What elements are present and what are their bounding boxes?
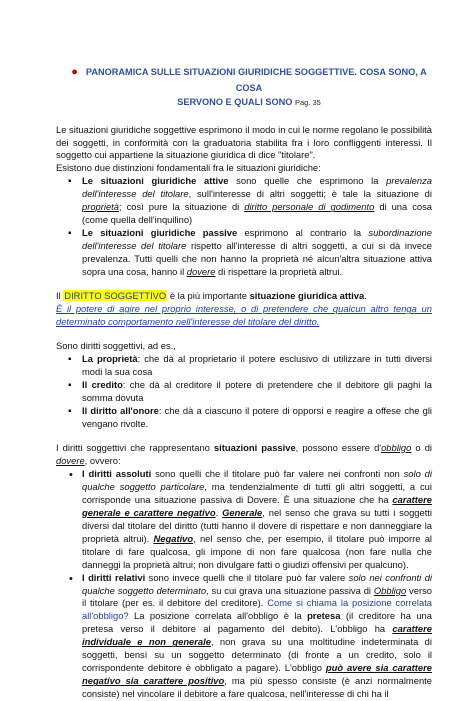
- question-text: Come si chiama la posizione correlata all'obbligo?: [82, 597, 433, 622]
- passive-paragraph: I diritti soggettivi che rappresentano situazioni passive, possono essere d'obbligo o di dovere, ovvero:: [56, 441, 432, 466]
- page-title: ● PANORAMICA SULLE SITUAZIONI GIURIDICHE SOGGETTIVE. COSA SONO, A COSA SERVONO E QUALI SONO Pag. 35: [71, 66, 427, 108]
- diritto-definition: È il potere di agire nel proprio interesse, o di pretendere che qualcun altro tenga un determinato comportamento nell'interesse del titolare del diritto.: [56, 303, 432, 328]
- list-item-onore: ▪ Il diritto all'onore: che dà a ciascuno il potere di opporsi e reagire a offese che gli vengano rivolte.: [82, 405, 432, 431]
- list-item-relativi: • I diritti relativi sono invece quelli che il titolare può far valere solo nei confronti di qualche soggetto determinato, su cui grava una situazione passiva di Obbligo verso il titolare (per es. il debitore del creditore). Come si chiama la posizione correlata all'obbligo? La posizione correlata all'obbligo è la pretesa (il creditore ha una pretesa verso il debitore al pagamento del debito). L'obbligo ha carattere individuale e non generale, non grava su una moltitudine indeterminata di soggetti, bensì su un soggetto determinato (di fronte a un credito, solo il corrispondente debitore è obbligato a pagare). L'obbligo può avere sia carattere negativo sia carattere positivo, ma più spesso consiste (è anzi normalmente consiste) nel vincolare il debitore a fare qualcosa, nell'interesse di chi ha il: [82, 572, 432, 701]
- kinds-list: [56, 468, 432, 701]
- list-item-proprieta: ▪ La proprietà: che dà al proprietario il potere esclusivo di utilizzare in tutti diversi modi la sua cosa: [82, 353, 432, 379]
- examples-list: [56, 353, 432, 431]
- page-reference: Pag. 35: [294, 98, 321, 108]
- list-item-assoluti: • I diritti assoluti sono quelli che il titolare può far valere nei confronti non solo di qualche soggetto particolare, ma tendenzialmente di tutti gli altri soggetti, a cui corrisponde una situazione passiva di Dovere. È una situazione che ha carattere generale e carattere negativo. Generale, nel senso che grava su tutti i soggetti diversi dal titolare del diritto (tutti hanno il dovere di rispettare e non danneggiare la proprietà altrui). Negativo, nel senso che, per esempio, il titolare può imporre al titolare di fare qualcosa, gli impone di non fare qualcosa (non fare nulla che danneggi la proprietà altrui; non divulgare fatti o giudizi offensivi per qualcuno).: [82, 468, 432, 572]
- list-item-credito: ▪ Il credito: che dà al creditore il potere di pretendere che il debitore gli paghi la somma dovuta: [82, 379, 432, 405]
- list-item-passive: ▪ Le situazioni giuridiche passive esprimono al contrario la subordinazione dell'interesse del titolare rispetto all'interesse di altri soggetti, a cui si dà invece prevalenza. Tutti quelli che non hanno la proprietà né alcun'altra situazione attiva sopra una cosa, hanno il dovere di rispettare la proprietà altrui.: [82, 227, 432, 279]
- examples-intro: Sono diritti soggettivi, ad es.,: [56, 340, 176, 352]
- list-item-active: ▪ Le situazioni giuridiche attive sono quelle che esprimono la prevalenza dell'interesse del titolare, sull'interesse di altri soggetti; è tale la situazione di proprietà; così pure la situazione di diritto personale di godimento di una cosa (come quella dell'inquilino): [82, 175, 432, 227]
- distinctions-list: [56, 175, 432, 279]
- bullet-icon: ●: [71, 66, 78, 78]
- highlighted-term: DIRITTO SOGGETTIVO: [64, 290, 167, 302]
- diritto-soggettivo-heading: Il DIRITTO SOGGETTIVO è la più importante situazione giuridica attiva.: [56, 290, 367, 302]
- intro-distinctions: Esistono due distinzioni fondamentali fra le situazioni giuridiche:: [56, 162, 321, 174]
- intro-paragraph: Le situazioni giuridiche soggettive esprimono il modo in cui le norme regolano le possibilità dei soggetti, in conformità con la graduatoria stabilita fra i loro confliggenti interessi. Il soggetto cui appartiene la situazione giuridica di dice "titolare".: [56, 123, 432, 161]
